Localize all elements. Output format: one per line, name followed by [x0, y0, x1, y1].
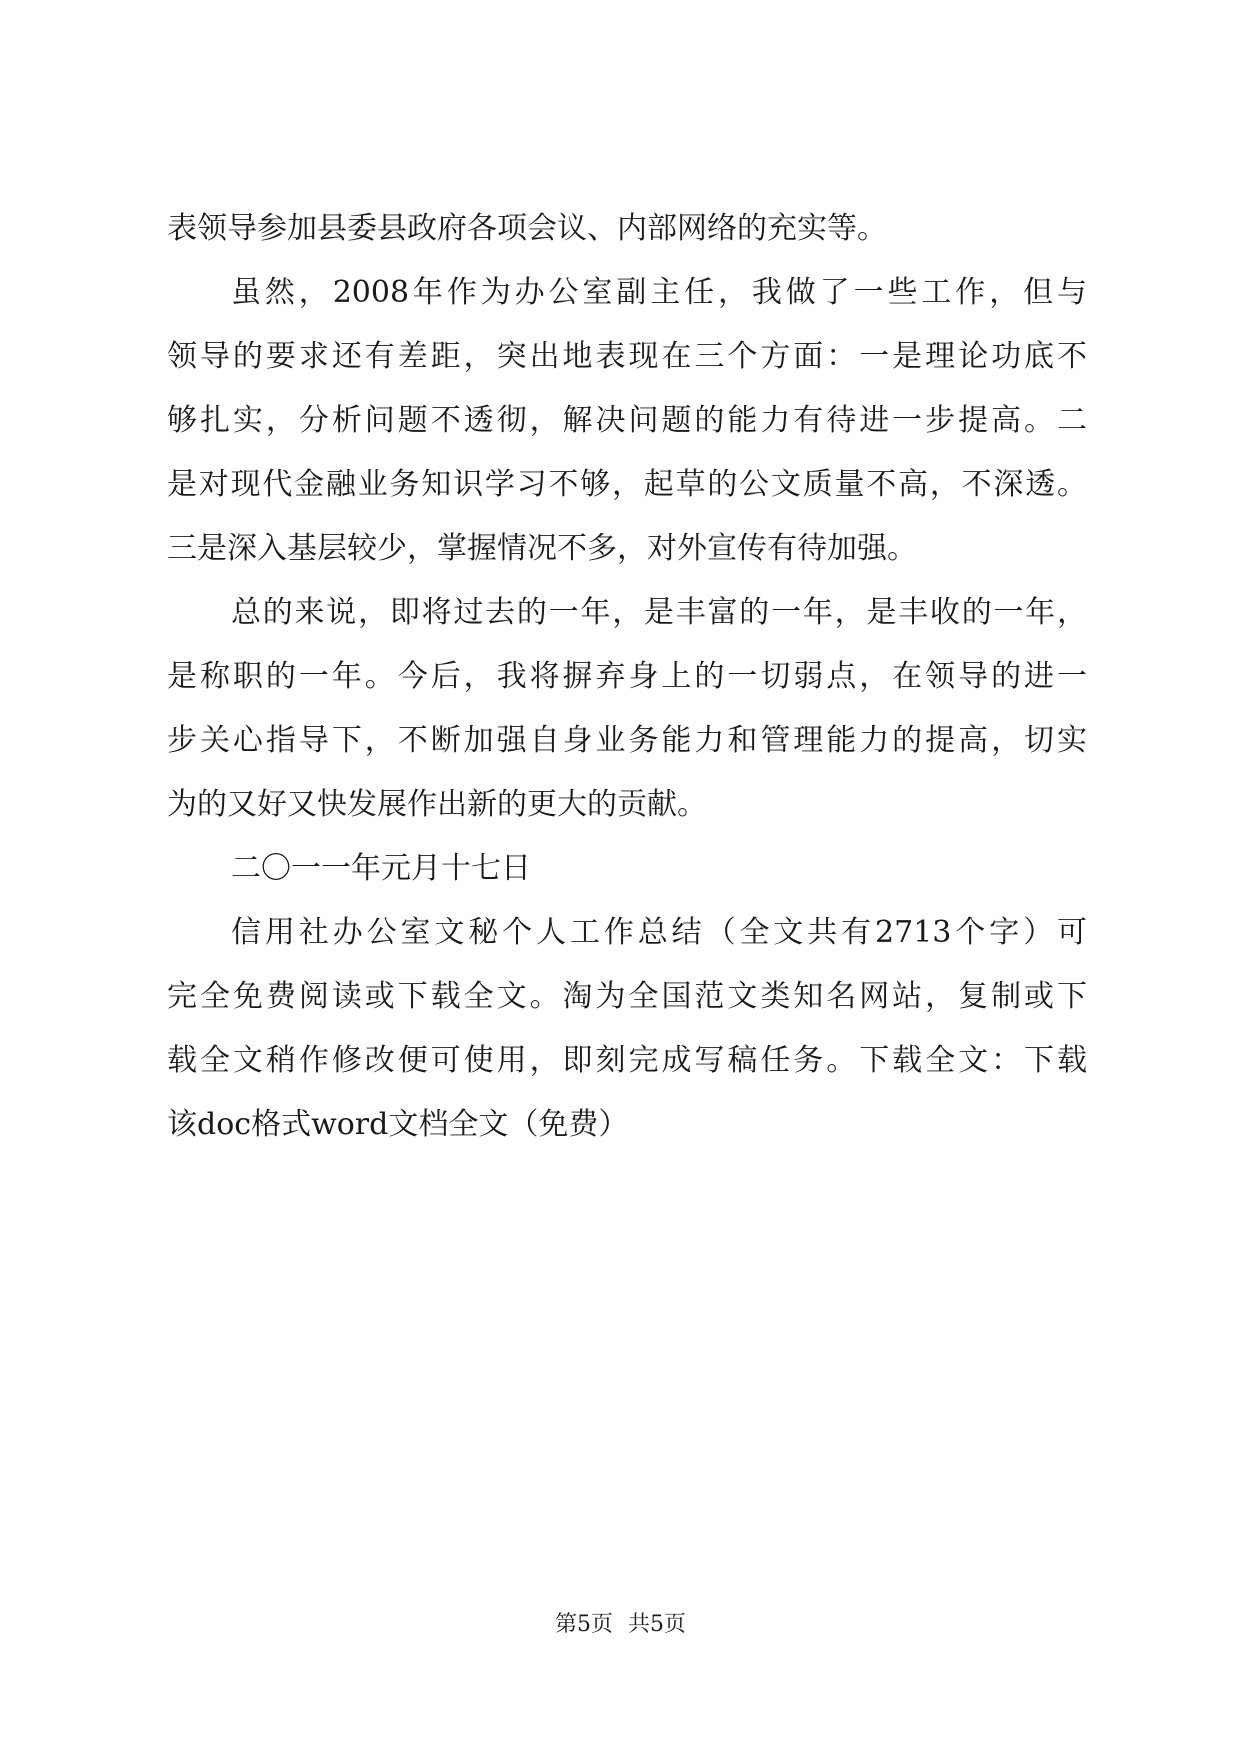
paragraph-line: 是对现代金融业务知识学习不够，起草的公文质量不高，不深透。	[167, 467, 1087, 502]
paragraph-line: 虽然，2008年作为办公室副主任，我做了一些工作，但与	[231, 275, 1087, 310]
paragraph-line: 载全文稍作修改便可使用，即刻完成写稿任务。下载全文：下载	[167, 1043, 1087, 1078]
document-body	[167, 197, 1087, 1157]
paragraph-line: 该doc格式word文档全文（免费）	[167, 1107, 629, 1142]
page-total: 共5页	[628, 1612, 686, 1637]
paragraph-line: 够扎实，分析问题不透彻，解决问题的能力有待进一步提高。二	[167, 403, 1087, 438]
paragraph-line: 完全免费阅读或下载全文。淘为全国范文类知名网站，复制或下	[167, 979, 1087, 1014]
date-line: 二〇一一年元月十七日	[231, 851, 531, 886]
page-footer	[0, 1610, 1241, 1640]
paragraph-line: 三是深入基层较少，掌握情况不多，对外宣传有待加强。	[167, 531, 917, 566]
paragraph-line: 总的来说，即将过去的一年，是丰富的一年，是丰收的一年，	[231, 595, 1087, 630]
page-number: 第5页	[555, 1612, 613, 1637]
paragraph-line: 步关心指导下，不断加强自身业务能力和管理能力的提高，切实	[167, 723, 1087, 758]
paragraph-line: 表领导参加县委县政府各项会议、内部网络的充实等。	[167, 211, 887, 246]
paragraph-line: 领导的要求还有差距，突出地表现在三个方面：一是理论功底不	[167, 339, 1087, 374]
paragraph-line: 信用社办公室文秘个人工作总结（全文共有2713个字）可	[231, 915, 1087, 950]
paragraph-line: 是称职的一年。今后，我将摒弃身上的一切弱点，在领导的进一	[167, 659, 1087, 694]
paragraph-line: 为的又好又快发展作出新的更大的贡献。	[167, 787, 707, 822]
